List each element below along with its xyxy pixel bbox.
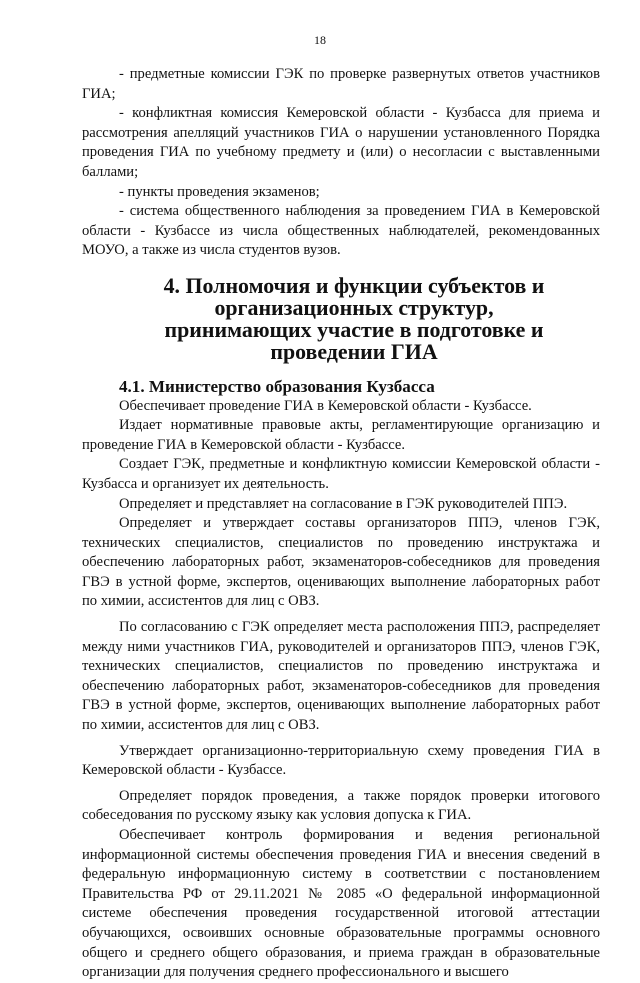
paragraph: Утверждает организационно-территориальную схему проведения ГИА в Кемеровской области - Кузбассе. [82,742,600,779]
paragraph: Издает нормативные правовые акты, регламентирующие организацию и проведение ГИА в Кемеровской области - Кузбассе. [82,417,600,453]
paragraph: Обеспечивает проведение ГИА в Кемеровской области - Кузбассе. [119,397,532,414]
page-content [82,65,600,983]
list-item: - конфликтная комиссия Кемеровской области - Кузбасса для приема и рассмотрения апелляций участников ГИА о нарушении установленного Порядка проведения ГИА по учебному предмету и (или) о несогласии с выставленными баллами; [82,105,600,180]
section-heading [82,272,600,364]
section-body [82,397,600,983]
paragraph: Обеспечивает контроль формирования и ведения региональной информационной системы обеспечения проведения ГИА и внесения сведений в федеральную информационную систему в соответствии с постановлением Правительства РФ от 29.11.2021 № 2085 «О федеральной информационной системе обеспечения проведения государственной итоговой аттестации обучающихся, освоивших основные образовательные программы основного общего и среднего общего образования, и приема граждан в образовательные организации для получения среднего профессионального и высшего [82,827,600,981]
list-item: - система общественного наблюдения за проведением ГИА в Кемеровской области - Кузбассе из числа общественных наблюдателей, рекомендованных МОУО, а также из числа студентов вузов. [82,203,600,259]
subsection-heading: 4.1. Министерство образования Кузбасса [119,376,435,396]
paragraph: Определяет порядок проведения, а также порядок проверки итогового собеседования по русскому языку как условия допуска к ГИА. [82,787,600,824]
list-item: - пункты проведения экзаменов; [119,183,320,200]
list-item: - предметные комиссии ГЭК по проверке развернутых ответов участников ГИА; [82,66,600,102]
structures-list [82,65,600,261]
section-heading-line: 4. Полномочия и функции субъектов и организационных структур, [163,272,545,320]
page-number: 18 [314,33,326,47]
paragraph: Создает ГЭК, предметные и конфликтную комиссии Кемеровской области - Кузбасса и организует их деятельность. [82,456,600,492]
paragraph: Определяет и представляет на согласование в ГЭК руководителей ППЭ. [119,495,568,512]
paragraph: По согласованию с ГЭК определяет места расположения ППЭ, распределяет между ними участников ГИА, руководителей и организаторов ППЭ, членов ГЭК, технических специалистов, специалистов по проведению инструктажа и обеспечению лабораторных работ, экзаменаторов-собеседников для проведения ГВЭ в устной форме, экспертов, оценивающих выполнение лабораторных работ по химии, ассистентов для лиц с ОВЗ. [82,619,600,734]
section-heading-line: принимающих участие в подготовке и проведении ГИА [164,316,544,364]
paragraph: Определяет и утверждает составы организаторов ППЭ, членов ГЭК, технических специалистов, специалистов по проведению инструктажа и обеспечению лабораторных работ, экзаменаторов-собеседников для проведения ГВЭ в устной форме, экспертов, оценивающих выполнение лабораторных работ по химии, ассистентов для лиц с ОВЗ. [82,515,600,610]
